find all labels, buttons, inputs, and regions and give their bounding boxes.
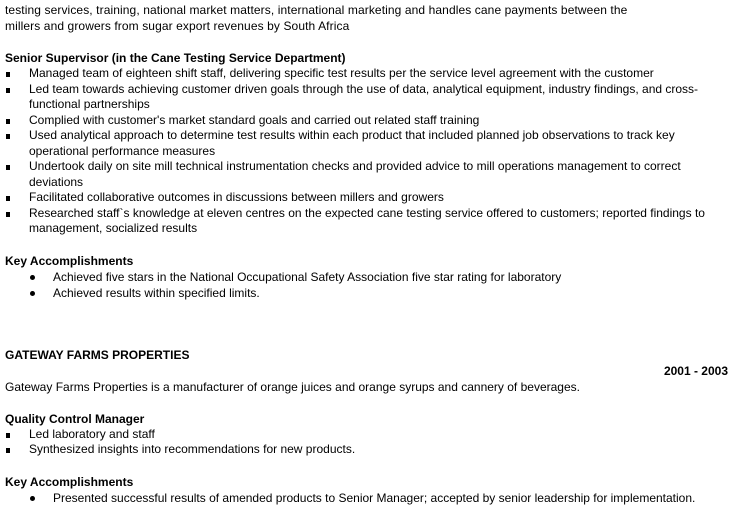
list-item: Achieved results within specified limits. xyxy=(5,285,728,301)
role-bullet-list xyxy=(5,66,728,237)
list-item: Achieved five stars in the National Occupational Safety Association five star rating for laboratory xyxy=(5,269,728,285)
role-title: Quality Control Manager xyxy=(5,411,145,426)
list-item: Facilitated collaborative outcomes in discussions between millers and growers xyxy=(5,190,728,206)
company-name: GATEWAY FARMS PROPERTIES xyxy=(5,347,190,362)
list-item: Complied with customer's market standard goals and carried out related staff training xyxy=(5,113,728,129)
list-item: Managed team of eighteen shift staff, delivering specific test results per the service level agreement with the customer xyxy=(5,66,728,82)
accomplishments-heading: Key Accomplishments xyxy=(5,474,134,489)
list-item: Led team towards achieving customer driven goals through the use of data, analytical equipment, industry findings, and cross-functional partnerships xyxy=(5,82,728,113)
list-item: Researched staff`s knowledge at eleven centres on the expected cane testing service offered to customers; reported findings to management, socialized results xyxy=(5,206,728,237)
role-title: Senior Supervisor (in the Cane Testing Service Department) xyxy=(5,51,346,65)
list-item: Used analytical approach to determine test results within each product that included planned job observations to track key operational performance measures xyxy=(5,128,728,159)
list-item: Led laboratory and staff xyxy=(5,427,728,443)
list-item: Undertook daily on site mill technical instrumentation checks and provided advice to mill operations management to correct deviations xyxy=(5,159,728,190)
employment-dates: 2001 - 2003 xyxy=(663,363,728,378)
accomplishments-list xyxy=(5,269,728,301)
accomplishments-list xyxy=(5,490,728,506)
intro-line: testing services, training, national market matters, international marketing and handles cane payments between the xyxy=(5,3,628,17)
accomplishments-heading: Key Accomplishments xyxy=(5,253,134,268)
company-description: Gateway Farms Properties is a manufacturer of orange juices and orange syrups and cannery of beverages. xyxy=(5,379,580,394)
role-bullet-list xyxy=(5,427,728,458)
list-item: Presented successful results of amended products to Senior Manager; accepted by senior leadership for implementation. xyxy=(5,490,728,506)
intro-paragraph xyxy=(5,2,728,34)
resume-document xyxy=(5,2,728,506)
list-item: Synthesized insights into recommendations for new products. xyxy=(5,442,728,458)
intro-line: millers and growers from sugar export revenues by South Africa xyxy=(5,19,350,33)
